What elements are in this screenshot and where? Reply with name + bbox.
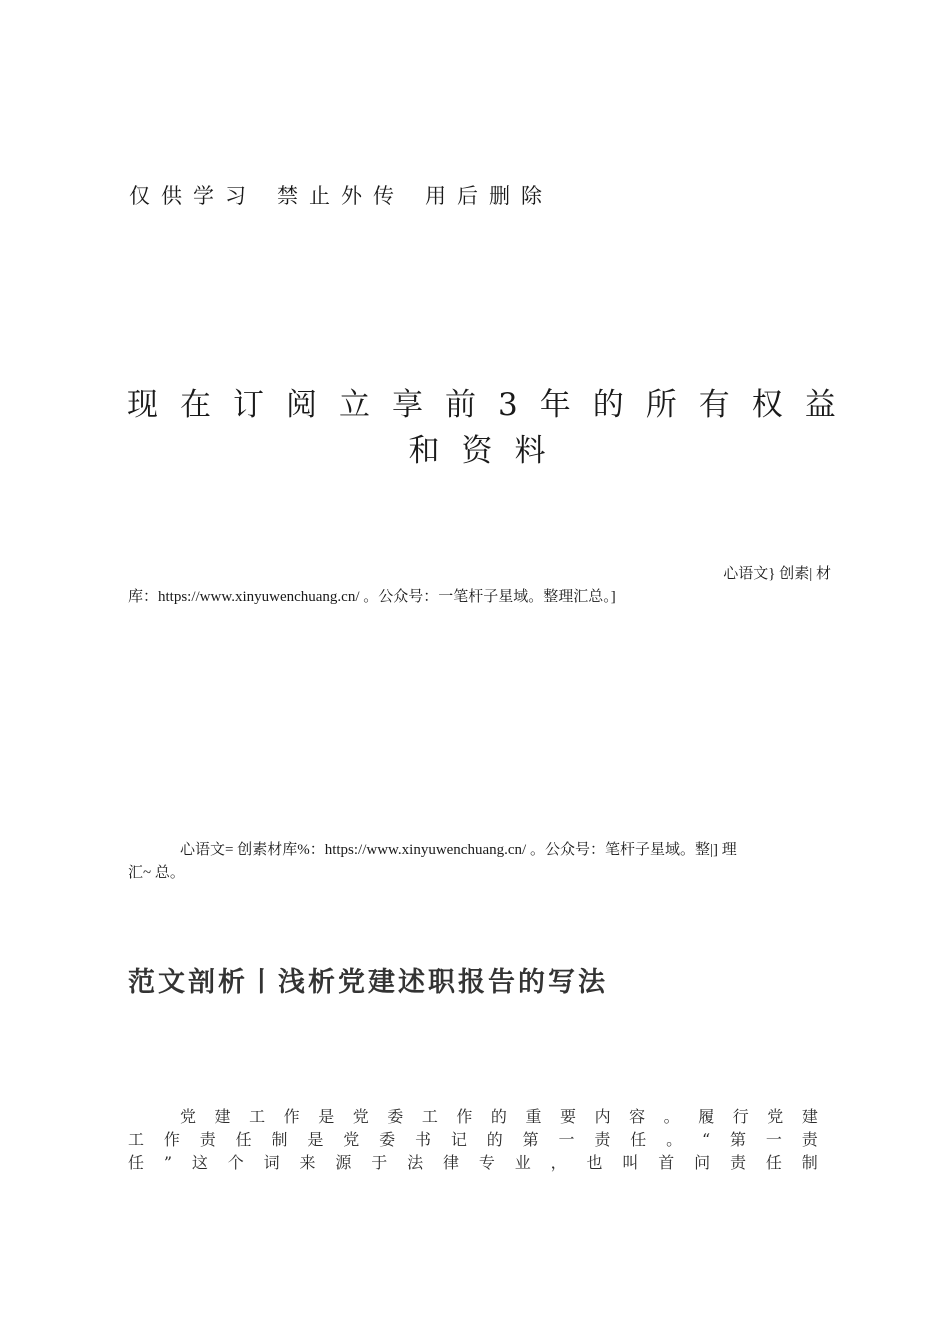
body-char: 。 bbox=[666, 1130, 683, 1149]
source-note-1-line-2: 库：https://www.xinyuwenchuang.cn/ 。公众号：一笔杆子星域。整理汇总。] bbox=[128, 589, 616, 605]
body-char: 书 bbox=[415, 1130, 432, 1149]
body-char: ” bbox=[163, 1153, 173, 1172]
source-note-1-line-1: 心语文} 创素| 材 bbox=[723, 566, 831, 582]
body-paragraph bbox=[128, 1105, 818, 1174]
body-char: 重 bbox=[525, 1107, 542, 1126]
body-char: 委 bbox=[387, 1107, 404, 1126]
body-char: 于 bbox=[371, 1153, 388, 1172]
notice-part-no-distribution: 禁止外传 bbox=[277, 184, 405, 208]
body-char: 工 bbox=[421, 1107, 438, 1126]
body-char: 第 bbox=[522, 1130, 539, 1149]
body-char: 记 bbox=[450, 1130, 467, 1149]
body-char: 源 bbox=[335, 1153, 352, 1172]
body-char: 业 bbox=[514, 1153, 531, 1172]
body-char: 法 bbox=[407, 1153, 424, 1172]
body-line bbox=[128, 1105, 818, 1128]
body-char: 任 bbox=[235, 1130, 252, 1149]
body-char: 党 bbox=[343, 1130, 360, 1149]
body-char: 。 bbox=[663, 1107, 680, 1126]
body-char: 这 bbox=[191, 1153, 208, 1172]
body-line bbox=[128, 1128, 818, 1151]
article-title: 范文剖析丨浅析党建述职报告的写法 bbox=[128, 967, 608, 998]
body-char: 是 bbox=[307, 1130, 324, 1149]
body-char: 专 bbox=[478, 1153, 495, 1172]
body-char: 作 bbox=[283, 1107, 300, 1126]
body-char: 一 bbox=[765, 1130, 782, 1149]
body-char: 建 bbox=[214, 1107, 231, 1126]
body-char: 一 bbox=[558, 1130, 575, 1149]
body-char: 律 bbox=[443, 1153, 460, 1172]
body-char: 作 bbox=[456, 1107, 473, 1126]
body-char: 责 bbox=[199, 1130, 216, 1149]
body-char: 也 bbox=[586, 1153, 603, 1172]
body-char: 党 bbox=[180, 1107, 197, 1126]
body-char: 责 bbox=[594, 1130, 611, 1149]
body-char: 任 bbox=[765, 1153, 782, 1172]
notice-part-delete-after-use: 用后删除 bbox=[425, 184, 553, 208]
body-char: 责 bbox=[730, 1153, 747, 1172]
body-char: 工 bbox=[128, 1130, 145, 1149]
body-char: 作 bbox=[163, 1130, 180, 1149]
body-char: 是 bbox=[318, 1107, 335, 1126]
source-note-2 bbox=[128, 839, 831, 885]
body-char: ， bbox=[550, 1153, 567, 1172]
body-char: 内 bbox=[594, 1107, 611, 1126]
body-char: 的 bbox=[490, 1107, 507, 1126]
body-char: 叫 bbox=[622, 1153, 639, 1172]
body-char: 问 bbox=[694, 1153, 711, 1172]
body-char: 任 bbox=[630, 1130, 647, 1149]
body-char: 委 bbox=[379, 1130, 396, 1149]
body-char: 要 bbox=[560, 1107, 577, 1126]
subscription-headline-line-1: 现在订阅立享前3年的所有权益 bbox=[127, 387, 858, 423]
subscription-headline bbox=[127, 382, 858, 474]
body-char: 党 bbox=[352, 1107, 369, 1126]
body-char: 的 bbox=[486, 1130, 503, 1149]
body-char: 容 bbox=[629, 1107, 646, 1126]
subscription-headline-line-2: 和资料 bbox=[408, 433, 568, 469]
notice-part-study-only: 仅供学习 bbox=[129, 184, 257, 208]
body-char: 行 bbox=[732, 1107, 749, 1126]
body-char: 第 bbox=[730, 1130, 747, 1149]
body-char: 制 bbox=[801, 1153, 818, 1172]
body-char: “ bbox=[702, 1130, 711, 1149]
body-char: 党 bbox=[767, 1107, 784, 1126]
body-char: 制 bbox=[271, 1130, 288, 1149]
source-note-2-line-1: 心语文= 创素材库%：https://www.xinyuwenchuang.cn/ 。公众号：笔杆子星域。整|] 理 bbox=[180, 842, 737, 858]
body-char: 工 bbox=[249, 1107, 266, 1126]
body-char: 首 bbox=[658, 1153, 675, 1172]
body-char: 建 bbox=[801, 1107, 818, 1126]
body-char: 履 bbox=[698, 1107, 715, 1126]
source-note-1 bbox=[128, 563, 831, 609]
distribution-notice bbox=[129, 180, 553, 210]
body-char: 任 bbox=[128, 1153, 145, 1172]
body-char: 个 bbox=[227, 1153, 244, 1172]
body-char: 责 bbox=[801, 1130, 818, 1149]
body-char: 来 bbox=[299, 1153, 316, 1172]
body-char: 词 bbox=[263, 1153, 280, 1172]
source-note-2-line-2: 汇~ 总。 bbox=[128, 865, 185, 881]
body-line bbox=[128, 1151, 818, 1174]
